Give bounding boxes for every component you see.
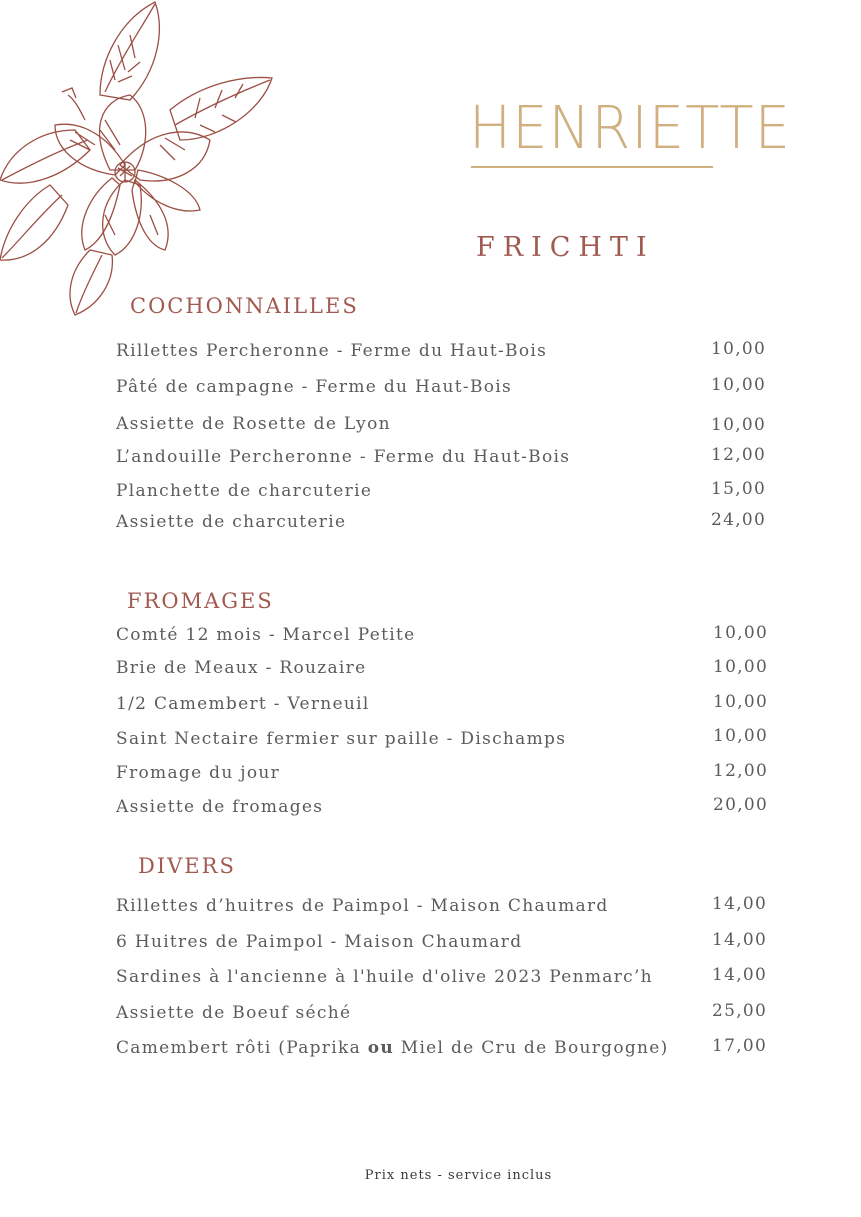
menu-item — [116, 1038, 669, 1058]
menu-item: Sardines à l'ancienne à l'huile d'olive 2023 Penmarc’h — [116, 967, 653, 987]
menu-item-price: 12,00 — [711, 445, 767, 465]
menu-item-price: 10,00 — [711, 339, 767, 359]
menu-title: FRICHTI — [476, 232, 655, 263]
menu-item-price: 14,00 — [712, 930, 768, 950]
menu-item-price: 14,00 — [712, 965, 768, 985]
menu-item-price: 14,00 — [712, 894, 768, 914]
menu-item: Assiette de fromages — [116, 797, 324, 817]
menu-item-text: Camembert rôti (Paprika — [116, 1038, 368, 1058]
menu-item-price: 10,00 — [711, 415, 767, 435]
menu-item-price: 25,00 — [712, 1001, 768, 1021]
menu-item-price: 15,00 — [711, 479, 767, 499]
brand-name: HENRIETTE — [469, 94, 792, 163]
menu-item-text: Miel de Cru de Bourgogne) — [394, 1038, 669, 1058]
menu-item: Saint Nectaire fermier sur paille - Dischamps — [116, 729, 567, 749]
menu-item: Rillettes d’huitres de Paimpol - Maison Chaumard — [116, 896, 609, 916]
menu-item: Brie de Meaux - Rouzaire — [116, 658, 367, 678]
section-heading-divers: DIVERS — [138, 854, 236, 878]
logo-underline — [471, 166, 713, 168]
menu-item-emphasis: ou — [367, 1038, 395, 1058]
menu-item-price: 10,00 — [713, 692, 769, 712]
brand-logo — [469, 94, 792, 170]
menu-item-price: 10,00 — [713, 623, 769, 643]
menu-item-price: 17,00 — [712, 1036, 768, 1056]
section-heading-fromages: FROMAGES — [127, 589, 274, 613]
menu-item: Planchette de charcuterie — [116, 481, 373, 501]
menu-item: Comté 12 mois - Marcel Petite — [116, 625, 416, 645]
menu-item-price: 24,00 — [711, 510, 767, 530]
menu-item-price: 20,00 — [713, 795, 769, 815]
magnolia-illustration — [0, 0, 280, 320]
section-heading-cochonnailles: COCHONNAILLES — [130, 294, 359, 318]
menu-item: Rillettes Percheronne - Ferme du Haut-Bois — [116, 341, 548, 361]
menu-item: Assiette de charcuterie — [116, 512, 347, 532]
menu-item-price: 12,00 — [713, 761, 769, 781]
menu-item: L’andouille Percheronne - Ferme du Haut-Bois — [116, 447, 571, 467]
menu-item-price: 10,00 — [711, 375, 767, 395]
menu-item: 1/2 Camembert - Verneuil — [116, 694, 370, 714]
menu-item: Fromage du jour — [116, 763, 281, 783]
menu-item: 6 Huitres de Paimpol - Maison Chaumard — [116, 932, 523, 952]
menu-item-price: 10,00 — [713, 726, 769, 746]
menu-item: Assiette de Rosette de Lyon — [116, 414, 391, 434]
menu-item-price: 10,00 — [713, 657, 769, 677]
menu-item: Assiette de Boeuf séché — [116, 1003, 352, 1023]
menu-item: Pâté de campagne - Ferme du Haut-Bois — [116, 377, 513, 397]
footer-note: Prix nets - service inclus — [364, 1168, 553, 1183]
